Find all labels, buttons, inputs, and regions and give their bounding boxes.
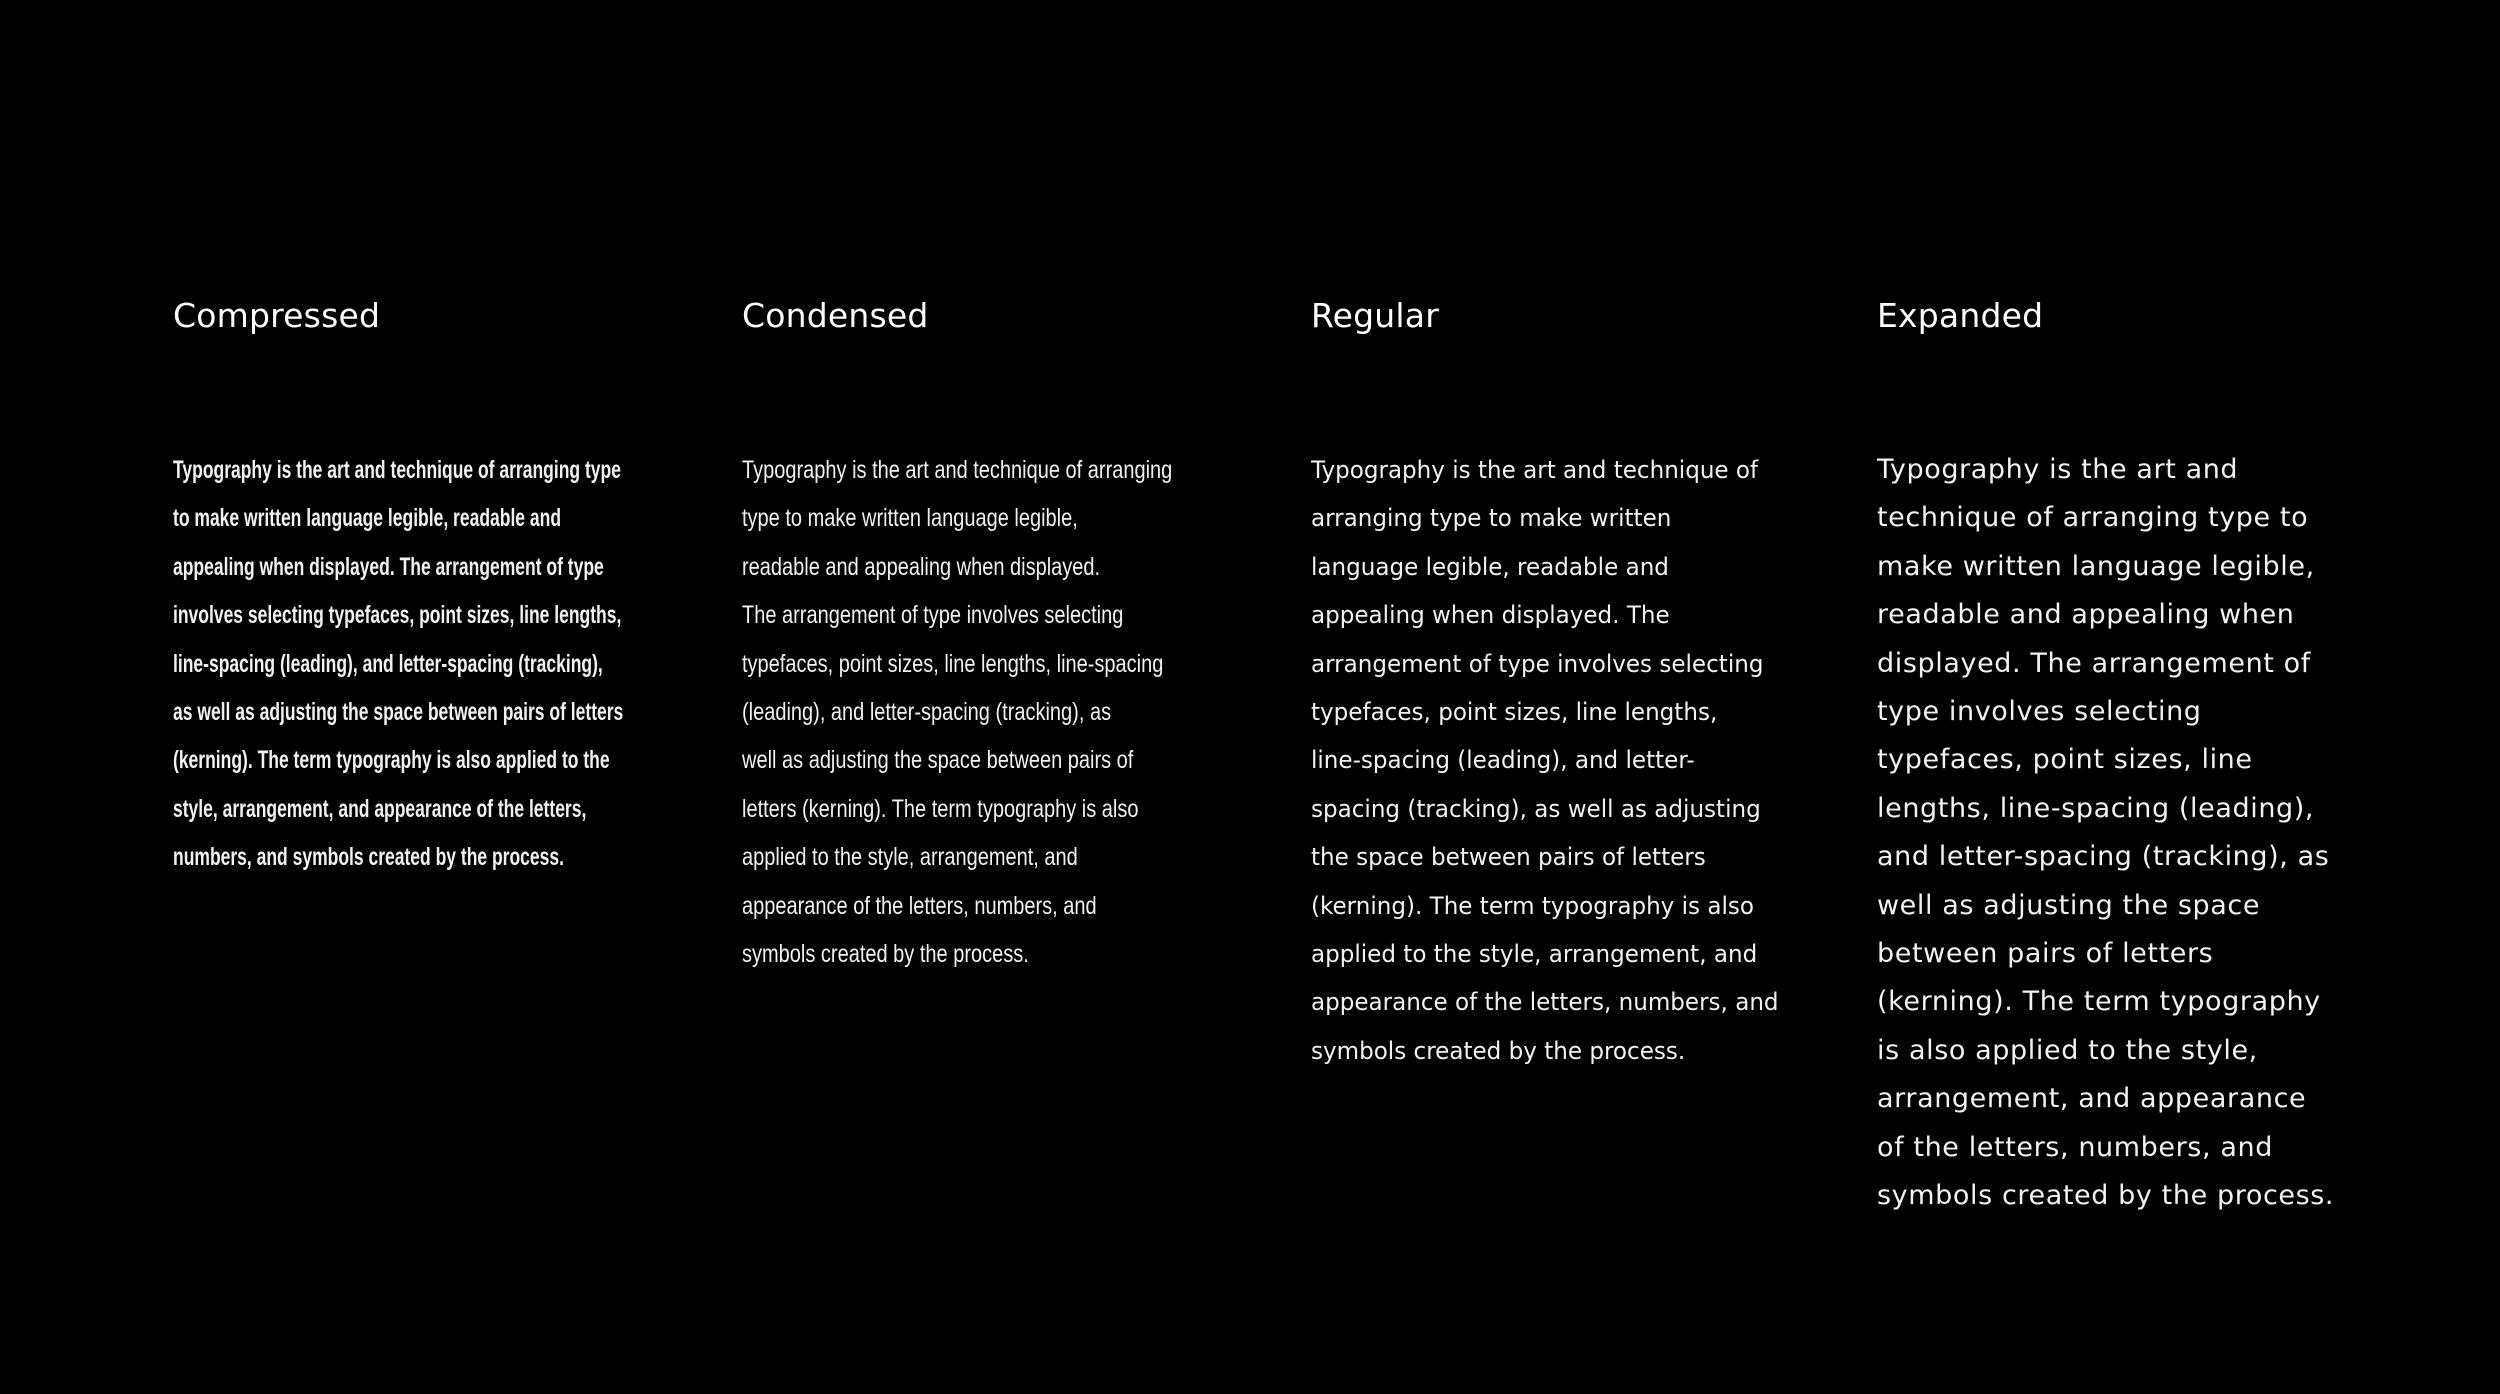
text-line: appearance of the letters, numbers, and	[1311, 988, 1779, 1017]
text-line: style, arrangement, and appearance of the letters,	[173, 794, 587, 823]
text-line: language legible, readable and	[1311, 552, 1669, 581]
column-heading: Compressed	[173, 296, 381, 335]
text-line: appearance of the letters, numbers, and	[742, 891, 1097, 920]
text-line: symbols created by the process.	[1311, 1036, 1686, 1065]
text-line: well as adjusting the space	[1877, 889, 2261, 921]
text-line: type involves selecting	[1877, 696, 2202, 728]
text-line: typefaces, point sizes, line	[1877, 744, 2253, 776]
text-line: symbols created by the process.	[742, 940, 1029, 969]
text-line: arranging type to make written	[1311, 504, 1672, 533]
text-line: appealing when displayed. The arrangement of type	[173, 552, 604, 581]
text-line: involves selecting typefaces, point sizes, line lengths,	[173, 601, 622, 630]
text-line: arrangement of type involves selecting	[1311, 649, 1764, 678]
text-line: Typography is the art and	[1877, 454, 2239, 485]
text-line: readable and appealing when	[1877, 599, 2295, 631]
paragraph-condensed	[742, 446, 1172, 978]
text-line: The arrangement of type involves selecting	[742, 601, 1124, 630]
text-line: applied to the style, arrangement, and	[1311, 940, 1758, 969]
text-line: line-spacing (leading), and letter-	[1311, 746, 1695, 775]
text-line: letters (kerning). The term typography is also	[742, 794, 1139, 823]
text-line: between pairs of letters	[1877, 938, 2214, 970]
text-line: (leading), and letter-spacing (tracking), as	[742, 698, 1112, 727]
text-line: lengths, line-spacing (leading),	[1877, 792, 2315, 824]
paragraph-regular	[1311, 446, 1779, 1075]
text-line: typefaces, point sizes, line lengths, line-spacing	[742, 649, 1164, 678]
column-heading: Expanded	[1877, 296, 2044, 335]
text-line: appealing when displayed. The	[1311, 601, 1670, 630]
text-line: numbers, and symbols created by the process.	[173, 843, 564, 872]
text-line: symbols created by the process.	[1877, 1180, 2335, 1212]
text-line: and letter-spacing (tracking), as	[1877, 841, 2330, 873]
text-line: arrangement, and appearance	[1877, 1083, 2307, 1115]
text-line: make written language legible,	[1877, 550, 2315, 582]
text-line: to make written language legible, readable and	[173, 504, 562, 533]
paragraph-compressed	[173, 446, 623, 882]
text-line: well as adjusting the space between pairs of	[742, 746, 1134, 775]
text-line: typefaces, point sizes, line lengths,	[1311, 698, 1718, 727]
paragraph-expanded	[1877, 446, 2334, 1221]
text-line: of the letters, numbers, and	[1877, 1131, 2273, 1163]
text-line: Typography is the art and technique of arranging	[742, 456, 1173, 484]
text-line: spacing (tracking), as well as adjusting	[1311, 794, 1761, 823]
text-line: Typography is the art and technique of	[1311, 456, 1759, 484]
text-line: Typography is the art and technique of arranging type	[173, 456, 621, 484]
text-line: technique of arranging type to	[1877, 502, 2309, 534]
text-line: the space between pairs of letters	[1311, 843, 1706, 872]
text-line: displayed. The arrangement of	[1877, 647, 2311, 679]
text-line: readable and appealing when displayed.	[742, 552, 1101, 581]
text-line: is also applied to the style,	[1877, 1034, 2258, 1066]
column-heading: Condensed	[742, 296, 929, 335]
text-line: line-spacing (leading), and letter-spacing (tracking),	[173, 649, 603, 678]
text-line: (kerning). The term typography is also applied to the	[173, 746, 610, 775]
text-line: (kerning). The term typography	[1877, 986, 2321, 1018]
text-line: type to make written language legible,	[742, 504, 1078, 533]
text-line: applied to the style, arrangement, and	[742, 843, 1078, 872]
text-line: as well as adjusting the space between pairs of letters	[173, 698, 624, 727]
column-heading: Regular	[1311, 296, 1439, 335]
text-line: (kerning). The term typography is also	[1311, 891, 1754, 920]
